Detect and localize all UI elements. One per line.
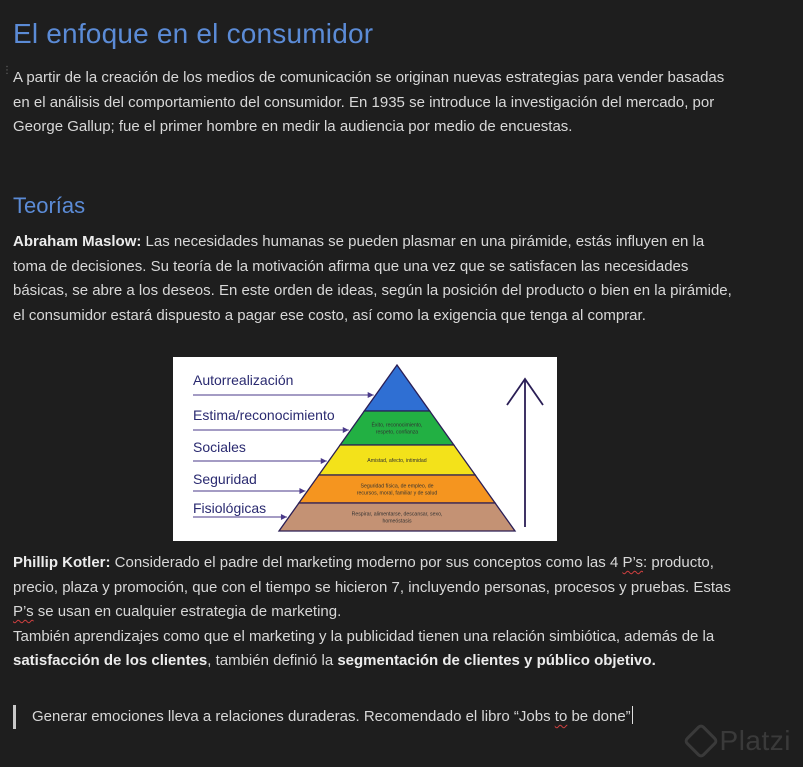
pyramid-arrow-head <box>281 514 287 520</box>
maslow-text: Las necesidades humanas se pueden plasmar en una pirámide, estás influyen en la toma de decisiones. Su teoría de la motivación afirma que una vez que se satisfacen las necesidades básicas, se abre a los deseos. En este orden de ideas, según la posición del producto o bien en la pirámide, el consumidor estará dispuesto a pagar ese costo, así como la exigencia que tenga al comprar. <box>13 233 732 324</box>
blockquote[interactable] <box>13 705 732 729</box>
quote-misspelled-word: to <box>554 708 568 725</box>
section-title: Teorías <box>13 193 86 218</box>
pyramid-level-text: recursos, moral, familiar y de salud <box>356 490 438 497</box>
kotler-text-5: , también definió la <box>207 652 338 669</box>
pyramid-label: Fisiológicas <box>193 500 267 516</box>
pyramid-label: Estima/reconocimiento <box>193 407 335 423</box>
ps-term-1: P’s <box>622 554 644 571</box>
ps-term-2: P’s <box>13 603 34 620</box>
kotler-text-3: se usan en cualquier estrategia de marketing. <box>33 603 342 620</box>
intro-paragraph: A partir de la creación de los medios de comunicación se originan nuevas estrategias para vender basadas en el análisis del comportamiento del consumidor. En 1935 se introduce la investigación del mercado, por George Gallup; fue el primer hombre en medir la audiencia por medio de encuestas. <box>13 69 725 135</box>
pyramid-arrow-head <box>299 488 305 494</box>
maslow-name: Abraham Maslow: <box>13 233 142 250</box>
pyramid-label: Sociales <box>193 439 246 455</box>
pyramid-arrow-head <box>321 458 327 464</box>
page-title: El enfoque en el consumidor <box>13 18 374 49</box>
pyramid-level-1 <box>364 365 429 411</box>
kotler-paragraph <box>13 551 733 674</box>
pyramid-level-text: homeóstasis <box>382 518 412 525</box>
pyramid-arrow-head <box>368 392 374 398</box>
pyramid-level-text: Seguridad física, de empleo, de <box>360 483 434 490</box>
kotler-name: Phillip Kotler: <box>13 554 111 571</box>
kotler-text-2: : producto, precio, plaza y promoción, que con el tiempo se hicieron 7, incluyendo personas, procesos y pruebas. Estas <box>13 554 731 596</box>
maslow-pyramid-image <box>173 357 557 541</box>
pyramid-label: Seguridad <box>193 471 257 487</box>
pyramid-label: Autorrealización <box>193 372 294 388</box>
platzi-logo-icon <box>682 723 719 760</box>
drag-handle-icon[interactable]: ⋮ <box>2 65 12 76</box>
quote-text-1: Generar emociones lleva a relaciones duraderas. Recomendado el libro “Jobs <box>32 708 555 725</box>
text-cursor <box>632 706 633 724</box>
pyramid-level-text: Respirar, alimentarse, descansar, sexo, <box>351 511 443 518</box>
pyramid-arrow-head <box>343 427 349 433</box>
maslow-paragraph <box>13 230 733 328</box>
pyramid-level-text: respeto, confianza <box>375 429 419 436</box>
pyramid-level-text: Amistad, afecto, intimidad <box>367 458 427 464</box>
pyramid-svg <box>173 357 557 541</box>
kotler-text-1: Considerado el padre del marketing moderno por sus conceptos como las 4 <box>110 554 623 571</box>
kotler-bold-1: satisfacción de los clientes <box>13 652 208 669</box>
kotler-text-4: También aprendizajes como que el marketing y la publicidad tienen una relación simbiótica, además de la <box>13 627 715 645</box>
watermark-text: Platzi <box>719 725 791 756</box>
kotler-bold-2: segmentación de clientes y público objetivo. <box>337 652 656 669</box>
platzi-watermark <box>688 725 791 757</box>
pyramid-level-text: Éxito, reconocimiento, <box>371 422 423 429</box>
quote-text-2: be done” <box>567 708 631 725</box>
